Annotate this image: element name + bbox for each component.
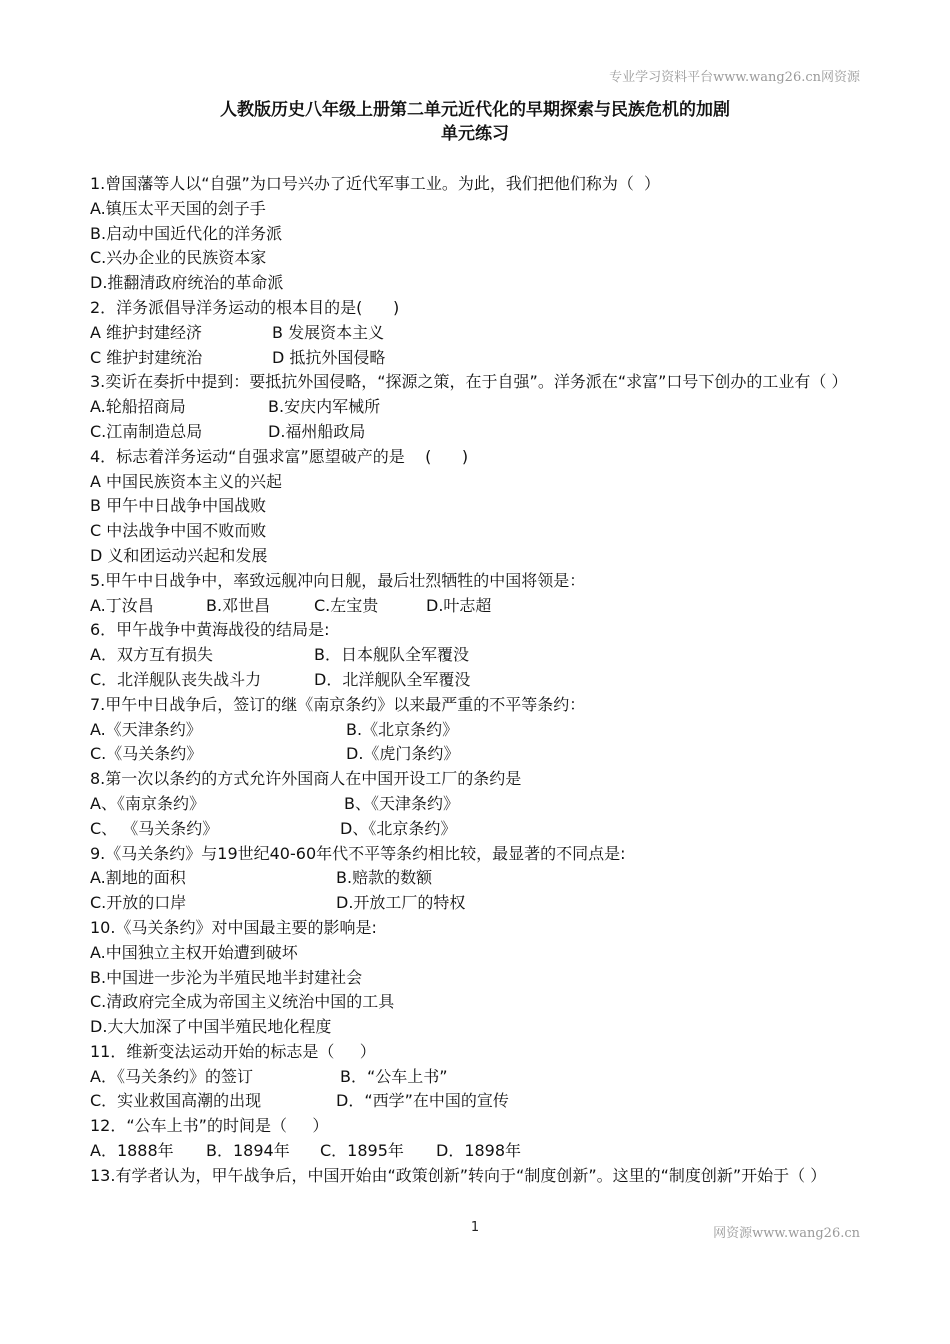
page-number: 1 (470, 1220, 480, 1235)
question-2-option-d: D 抵抗外国侵略 (272, 347, 386, 367)
watermark-bottom: 网资源www.wang26.cn (713, 1226, 860, 1241)
question-11-option-b: B．“公车上书” (340, 1066, 448, 1086)
question-9-option-c: C.开放的口岸 (90, 893, 187, 913)
question-6-options-row-2 (90, 668, 865, 693)
question-8-option-d: D、《北京条约》 (340, 818, 457, 838)
question-7-option-a: A.《天津条约》 (90, 719, 202, 739)
question-10-stem: 10.《马关条约》对中国最主要的影响是: (90, 917, 377, 937)
question-2-options-row-1 (90, 321, 865, 346)
question-5-stem: 5.甲午中日战争中，率致远舰冲向日舰，最后壮烈牺牲的中国将领是： (90, 570, 586, 590)
question-12-option-d: D．1898年 (436, 1141, 522, 1161)
title-line-1: 人教版历史八年级上册第二单元近代化的早期探索与民族危机的加剧 (220, 100, 730, 120)
question-2-stem: 2．洋务派倡导洋务运动的根本目的是( ) (90, 297, 400, 317)
question-11-option-a: A．《马关条约》的签订 (90, 1066, 253, 1086)
question-5-option-d: D.叶志超 (426, 595, 492, 615)
question-1-option-d: D.推翻清政府统治的革命派 (90, 273, 284, 293)
question-5-option-a: A.丁汝昌 (90, 595, 154, 615)
question-6-stem: 6．甲午战争中黄海战役的结局是: (90, 620, 330, 640)
question-11-options-row-1 (90, 1065, 865, 1090)
question-4-option-c: C 中法战争中国不败而败 (90, 521, 267, 541)
question-3-options-row-1 (90, 395, 865, 420)
question-1-option-c: C.兴办企业的民族资本家 (90, 248, 267, 268)
question-11-stem: 11．维新变法运动开始的标志是（ ） (90, 1041, 376, 1061)
question-3-stem: 3.奕䜣在奏折中提到：要抵抗外国侵略，“探源之策，在于自强”。洋务派在“求富”口号下创办的工业有（ ） (90, 372, 848, 392)
question-12-stem: 12．“公车上书”的时间是（ ） (90, 1116, 329, 1136)
question-6-options-row-1 (90, 643, 865, 668)
question-9-stem: 9.《马关条约》与19世纪40-60年代不平等条约相比较，最显著的不同点是: (90, 843, 626, 863)
question-4-option-a: A 中国民族资本主义的兴起 (90, 471, 283, 491)
question-2-option-c: C 维护封建统治 (90, 347, 203, 367)
question-9-option-b: B.赔款的数额 (336, 868, 433, 888)
question-4-option-b: B 甲午中日战争中国战败 (90, 496, 267, 516)
question-6-option-d: D．北洋舰队全军覆没 (314, 669, 471, 689)
question-8-stem: 8.第一次以条约的方式允许外国商人在中国开设工厂的条约是 (90, 769, 522, 789)
question-7-stem: 7.甲午中日战争后，签订的继《南京条约》以来最严重的不平等条约： (90, 694, 586, 714)
question-10-option-d: D.大大加深了中国半殖民地化程度 (90, 1017, 332, 1037)
question-3-option-b: B.安庆内军械所 (268, 397, 381, 417)
question-2-options-row-2 (90, 346, 865, 371)
question-4-stem: 4．标志着洋务运动“自强求富”愿望破产的是 ( ) (90, 446, 469, 466)
question-9-option-a: A.割地的面积 (90, 868, 186, 888)
question-12-options-row (90, 1139, 865, 1164)
question-8-option-a: A、《南京条约》 (90, 793, 205, 813)
question-12-option-a: A．1888年 (90, 1141, 174, 1161)
question-4-option-d: D 义和团运动兴起和发展 (90, 545, 268, 565)
question-12-option-c: C．1895年 (320, 1141, 404, 1161)
question-6-option-c: C．北洋舰队丧失战斗力 (90, 669, 262, 689)
question-9-option-d: D.开放工厂的特权 (336, 893, 466, 913)
question-7-options-row-2 (90, 742, 865, 767)
page-title (0, 98, 950, 146)
question-10-option-b: B.中国进一步沦为半殖民地半封建社会 (90, 967, 363, 987)
question-9-options-row-1 (90, 866, 865, 891)
question-3-option-a: A.轮船招商局 (90, 397, 186, 417)
question-10-option-a: A.中国独立主权开始遭到破坏 (90, 942, 298, 962)
watermark-top: 专业学习资料平台www.wang26.cn网资源 (609, 70, 860, 85)
question-list (90, 172, 865, 1189)
question-8-options-row-2 (90, 817, 865, 842)
question-1-stem: 1.曾国藩等人以“自强”为口号兴办了近代军事工业。为此，我们把他们称为（ ） (90, 174, 661, 193)
question-3-option-d: D.福州船政局 (268, 421, 366, 441)
question-6-option-b: B．日本舰队全军覆没 (314, 645, 469, 665)
question-2-option-a: A 维护封建经济 (90, 322, 203, 342)
question-3-options-row-2 (90, 420, 865, 445)
question-7-option-d: D.《虎门条约》 (346, 744, 460, 764)
question-13-stem: 13.有学者认为，甲午战争后，中国开始由“政策创新”转向于“制度创新”。这里的“制度创新”开始于（ ） (90, 1165, 827, 1185)
question-6-option-a: A．双方互有损失 (90, 645, 213, 665)
question-1-option-b: B.启动中国近代化的洋务派 (90, 223, 283, 243)
title-line-2: 单元练习 (441, 124, 509, 144)
question-11-option-d: D．“西学”在中国的宣传 (336, 1091, 509, 1111)
question-11-option-c: C．实业救国高潮的出现 (90, 1091, 262, 1111)
question-7-options-row-1 (90, 718, 865, 743)
question-8-option-b: B、《天津条约》 (344, 793, 459, 813)
question-12-option-b: B．1894年 (206, 1141, 290, 1161)
question-8-options-row-1 (90, 792, 865, 817)
question-3-option-c: C.江南制造总局 (90, 421, 203, 441)
question-5-option-b: B.邓世昌 (206, 595, 271, 615)
question-11-options-row-2 (90, 1089, 865, 1114)
question-7-option-b: B.《北京条约》 (346, 719, 459, 739)
question-7-option-c: C.《马关条约》 (90, 744, 203, 764)
question-5-option-c: C.左宝贵 (314, 595, 379, 615)
question-2-option-b: B 发展资本主义 (272, 322, 385, 342)
question-5-options-row (90, 594, 865, 619)
question-10-option-c: C.清政府完全成为帝国主义统治中国的工具 (90, 992, 395, 1012)
question-8-option-c: C、 《马关条约》 (90, 818, 219, 838)
question-9-options-row-2 (90, 891, 865, 916)
question-1-option-a: A.镇压太平天国的刽子手 (90, 198, 266, 218)
